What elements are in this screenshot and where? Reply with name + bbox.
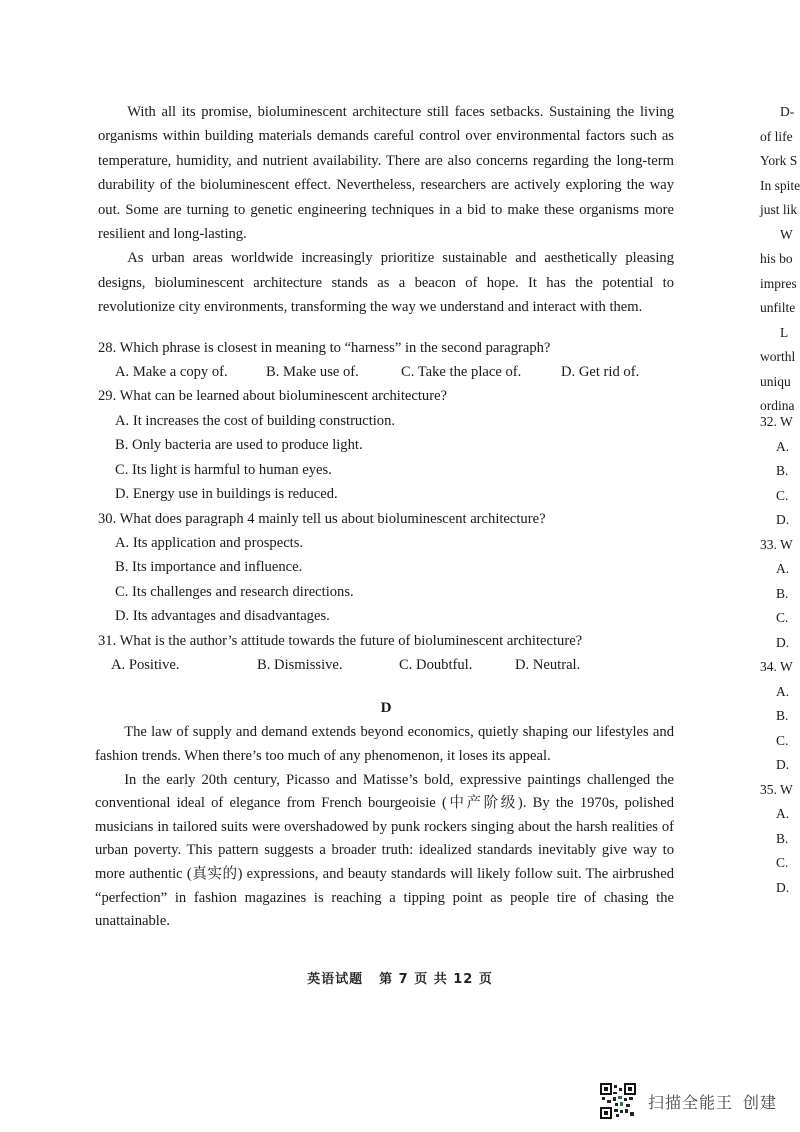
clipped-option: C. bbox=[776, 610, 789, 625]
clipped-option: D. bbox=[776, 879, 790, 895]
clipped-option: B. bbox=[776, 708, 789, 723]
clipped-line: D- bbox=[780, 104, 795, 119]
clipped-option: A. bbox=[776, 438, 790, 454]
clipped-line: impres bbox=[760, 275, 797, 291]
clipped-option: A. bbox=[776, 561, 790, 576]
watermark-app-name: 扫描全能王 bbox=[648, 1092, 734, 1112]
options-row bbox=[111, 653, 674, 677]
question-30 bbox=[98, 507, 674, 629]
passage-c-paragraph-5: As urban areas worldwide increasingly prioritize sustainable and aesthetically pleasing designs, bioluminescent architecture stands as a beacon of hope. It has the potential to revolutionize city environments, transforming the way we understand and interact with them. bbox=[98, 250, 674, 316]
option-a[interactable]: A. Make a copy of. bbox=[115, 364, 228, 381]
scanner-watermark bbox=[600, 1083, 777, 1119]
section-d-title: D bbox=[380, 700, 392, 717]
clipped-option: B. bbox=[776, 585, 789, 601]
question-stem: 28. Which phrase is closest in meaning to “harness” in the second paragraph? bbox=[98, 339, 551, 356]
passage-d-paragraph-2: In the early 20th century, Picasso and Matisse’s bold, expressive paintings challenged the conventional ideal of elegance from French bourgeoisie (中产阶级). By the 1970s, polished musicians in tailored suits were overshadowed by punk rockers singing about the harsh realities of urban poverty. This pattern suggests a broader truth: idealized standards inevitably give way to more authentic (真实的) expressions, and beauty standards will likely follow suit. The airbrushed “perfection” in fashion magazines is reaching a tipping point as people tire of chasing the unattainable. bbox=[95, 771, 674, 930]
clipped-option: D. bbox=[776, 757, 790, 772]
option-b[interactable]: B. Only bacteria are used to produce light. bbox=[115, 437, 363, 454]
option-d[interactable]: D. Get rid of. bbox=[561, 364, 640, 381]
clipped-question: 35. W bbox=[760, 781, 793, 797]
question-29 bbox=[98, 384, 674, 506]
option-c[interactable]: C. Its light is harmful to human eyes. bbox=[115, 461, 332, 478]
clipped-option: A. bbox=[776, 683, 790, 699]
option-a[interactable]: A. It increases the cost of building construction. bbox=[115, 412, 396, 429]
watermark-text bbox=[648, 1090, 777, 1113]
clipped-line: uniqu bbox=[760, 373, 791, 389]
clipped-line: just lik bbox=[760, 202, 798, 217]
question-stem: 31. What is the author’s attitude towards the future of bioluminescent architecture? bbox=[98, 632, 583, 649]
clipped-option: A. bbox=[776, 806, 790, 821]
footer-subject: 英语试题 bbox=[307, 972, 364, 987]
option-c[interactable]: C. Its challenges and research directions. bbox=[115, 583, 354, 600]
clipped-line: L bbox=[780, 324, 789, 340]
option-a[interactable]: A. Its application and prospects. bbox=[115, 534, 304, 551]
clipped-option: B. bbox=[776, 830, 789, 846]
option-d[interactable]: D. Energy use in buildings is reduced. bbox=[115, 486, 338, 503]
passage-c-paragraph-4: With all its promise, bioluminescent architecture still faces setbacks. Sustaining the living organisms within building materials demands careful control over environmental factors such as temperature, humidity, and nutrient availability. There are also concerns regarding the long-term durability of the bioluminescent effect. Nevertheless, researchers are actively exploring the way out. Some are turning to genetic engineering techniques in a bid to make these organisms more resilient and long-lasting. bbox=[98, 104, 674, 243]
clipped-option: D. bbox=[776, 512, 790, 527]
question-28 bbox=[98, 336, 674, 385]
clipped-line: his bo bbox=[760, 251, 793, 266]
clipped-line: unfilte bbox=[760, 300, 796, 315]
options-row bbox=[115, 360, 674, 384]
clipped-line: ordina bbox=[760, 398, 795, 413]
clipped-question: 34. W bbox=[760, 659, 793, 674]
qr-code-icon bbox=[600, 1083, 636, 1119]
clipped-line: worthl bbox=[760, 349, 796, 364]
question-31 bbox=[98, 629, 674, 678]
clipped-line: W bbox=[780, 226, 793, 242]
option-d[interactable]: D. Neutral. bbox=[515, 656, 581, 673]
clipped-option: B. bbox=[776, 463, 789, 478]
watermark-action: 创建 bbox=[743, 1092, 778, 1112]
option-c[interactable]: C. Doubtful. bbox=[399, 656, 473, 673]
clipped-line: of life bbox=[760, 128, 793, 144]
clipped-line: York S bbox=[760, 153, 798, 168]
option-c[interactable]: C. Take the place of. bbox=[401, 364, 522, 381]
clipped-option: C. bbox=[776, 855, 789, 870]
option-b[interactable]: B. Dismissive. bbox=[257, 656, 343, 673]
clipped-option: C. bbox=[776, 732, 789, 748]
option-b[interactable]: B. Make use of. bbox=[266, 364, 359, 381]
page-footer bbox=[0, 968, 800, 987]
clipped-line: In spite bbox=[760, 177, 800, 193]
option-d[interactable]: D. Its advantages and disadvantages. bbox=[115, 608, 330, 625]
clipped-question: 32. W bbox=[760, 414, 793, 429]
clipped-question: 33. W bbox=[760, 536, 793, 552]
clipped-questions bbox=[760, 410, 800, 900]
clipped-option: C. bbox=[776, 487, 789, 503]
exam-page-left-column bbox=[95, 100, 674, 934]
option-b[interactable]: B. Its importance and influence. bbox=[115, 559, 303, 576]
footer-page-number: 第 7 页 共 12 页 bbox=[379, 972, 493, 987]
question-stem: 30. What does paragraph 4 mainly tell us about bioluminescent architecture? bbox=[98, 510, 546, 527]
passage-d-paragraph-1: The law of supply and demand extends beyond economics, quietly shaping our lifestyles and fashion trends. When there’s too much of any phenomenon, it loses its appeal. bbox=[95, 724, 674, 764]
question-stem: 29. What can be learned about bioluminescent architecture? bbox=[98, 388, 448, 405]
right-column-clipped bbox=[760, 100, 800, 895]
option-a[interactable]: A. Positive. bbox=[111, 656, 180, 673]
clipped-option: D. bbox=[776, 634, 790, 650]
